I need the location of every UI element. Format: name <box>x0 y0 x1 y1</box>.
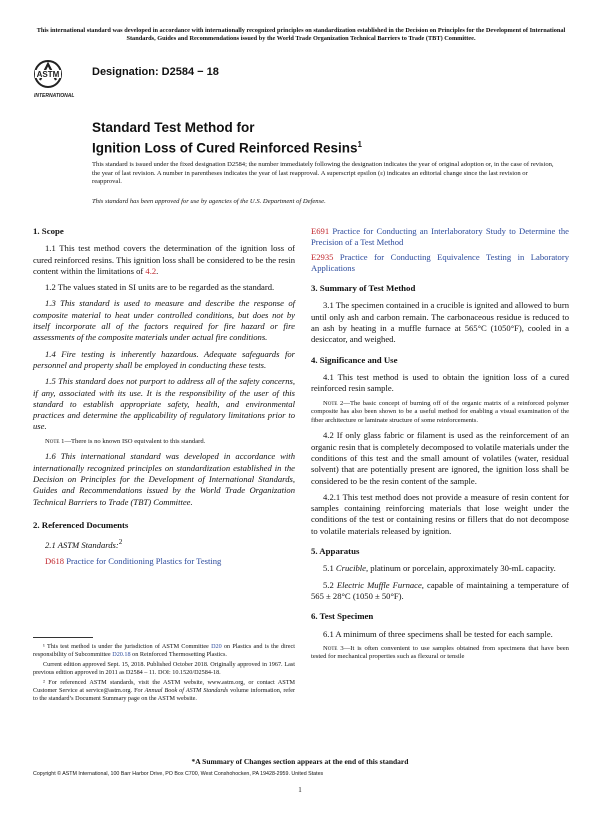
specimen-paragraph-1: 6.1 A minimum of three specimens shall be tested for each sample. <box>323 628 553 639</box>
apparatus-heading: 5. Apparatus <box>311 546 360 557</box>
scope-paragraph-4: 1.4 Fire testing is inherently hazardous. Adequate safeguards for personnel and property shall be employed in conducting these tests. <box>33 348 295 370</box>
svg-text:ASTM: ASTM <box>36 70 60 79</box>
intro-paragraph: This standard is issued under the fixed designation D2584; the number immediately following the designation indicates the year of original adoption or, in the case of revision, the year of last revision. A number in parentheses indicates the year of last reapproval. A superscript epsilon (ε) indicates an editorial change since the last revision or reapproval. <box>92 161 554 186</box>
note-1 <box>33 438 295 447</box>
section-link-4-2[interactable]: 4.2 <box>145 265 157 276</box>
footnote-2 <box>33 679 295 703</box>
footnote-1-end: on Reinforced Thermosetting Plastics. <box>130 651 227 658</box>
summary-heading: 3. Summary of Test Method <box>311 283 416 294</box>
significance-paragraph-2: 4.2 If only glass fabric or filament is used as the reinforcement of an organic resin that is completely decomposed to volatile materials under the conditions of this test and the small amount of volatiles (water, residual solvent) that are potentially present are ignored, the ignition loss shall be considered to be the resin content of the sample. <box>311 430 569 486</box>
left-column <box>33 226 295 571</box>
scope-paragraph-5: 1.5 This standard does not purport to address all of the safety concerns, if any, associated with its use. It is the responsibility of the user of this standard to establish appropriate safety, health, and environmental practices and determine the applicability of regulatory limitations prior to use. <box>33 376 295 432</box>
note-1-label: Note 1 <box>45 437 65 445</box>
astm-standards-footnote-ref: 2 <box>118 538 123 547</box>
logo-text: INTERNATIONAL <box>34 93 75 99</box>
committee-link-d20[interactable]: D20 <box>211 643 222 650</box>
copyright-line: Copyright © ASTM International, 100 Barr Harbor Drive, PO Box C700, West Conshohocken, PA 19428-2959. United States <box>33 771 324 777</box>
title-line-1: Standard Test Method for <box>92 120 255 135</box>
scope-heading: 1. Scope <box>33 226 64 236</box>
scope-paragraph-2: 1.2 The values stated in SI units are to be regarded as the standard. <box>45 282 275 293</box>
scope-paragraph-6: 1.6 This international standard was developed in accordance with internationally recognized principles on standardization established in the Decision on Principles for the Development of International Standards, Guides and Recommendations issued by the World Trade Organization Technical Barriers to Trade (TBT) Committee. <box>33 451 295 507</box>
footnote-1-text: ¹ This test method is under the jurisdiction of ASTM Committee <box>43 643 212 650</box>
footnote-2-end: volume information, refer to the standard’s Document Summary page on the ASTM website. <box>33 687 296 702</box>
reference-item-e2935 <box>311 252 569 275</box>
apparatus-p2-text: capable of maintaining a temperature of 565 ± 28°C (1050 ± 50°F). <box>311 579 569 601</box>
note-1-text: —There is no known ISO equivalent to this standard. <box>64 437 206 445</box>
reference-link-e2935[interactable]: E2935 <box>311 251 334 262</box>
reference-item-e691 <box>311 226 569 249</box>
footnote-2-text: ² For referenced ASTM standards, visit the ASTM website, www.astm.org, or contact ASTM Customer Service at service@astm.org. For <box>33 679 295 694</box>
footnote-edition: Current edition approved Sept. 15, 2018. Published October 2018. Originally approved in 1967. Last previous edition approved in 2011 as D2584 – 11. DOI: 10.1520/D2584-18. <box>33 661 295 676</box>
specimen-heading: 6. Test Specimen <box>311 611 374 622</box>
note-2-text: —The basic concept of burning off of the organic matrix of a reinforced polymer composite has also been shown to be a useful method for enabling a visual examination of the fiber architecture or laminate structure of some reinforcements. <box>311 399 569 424</box>
title-line-2 <box>92 136 362 157</box>
scope-paragraph-1 <box>33 243 295 277</box>
reference-item-d618 <box>33 556 295 567</box>
title-text: Ignition Loss of Cured Reinforced Resins <box>92 140 358 156</box>
apparatus-p2-label: Electric Muffle Furnace, <box>336 579 424 590</box>
designation: Designation: D2584 − 18 <box>92 66 219 78</box>
scope-paragraph-3: 1.3 This standard is used to measure and describe the response of composite material to heat under controlled conditions, but does not by itself incorporate all of the factors required for fire hazard or fire assessments of the composite materials under actual fire conditions. <box>33 298 295 343</box>
scope-p1-end: . <box>156 265 159 276</box>
note-2 <box>311 400 569 426</box>
apparatus-paragraph-2 <box>311 580 569 603</box>
summary-paragraph-1: 3.1 The specimen contained in a crucible is ignited and allowed to burn until only ash and carbon remain. The carbonaceous residue is reduced to an ash by heating in a muffle furnace at 565°C (1050°F), cooled in a desiccator, and weighed. <box>311 300 569 345</box>
note-3-text: —It is often convenient to use samples obtained from specimens that have been tested for mechanical properties such as flexural or tensile <box>311 644 569 661</box>
significance-paragraph-3: 4.2.1 This test method does not provide a measure of resin content for samples containing reinforcing materials that lose weight under the conditions of the test or containing resins or fillers that do not decompose to volatile materials released by ignition. <box>311 491 569 536</box>
reference-title-e2935[interactable]: Practice for Conducting Equivalence Testing in Laboratory Applications <box>311 251 569 273</box>
top-notice: This international standard was developed in accordance with internationally recognized principles on standardization established in the Decision on Principles for the Development of International Standards, Guides and Recommendations issued by the World Trade Organization Technical Barriers to Trade (TBT) Committee. <box>36 27 566 42</box>
note-2-label: Note 2 <box>323 399 344 407</box>
subcommittee-link-d20-18[interactable]: D20.18 <box>112 651 131 658</box>
significance-paragraph-1: 4.1 This test method is used to obtain the ignition loss of a cured reinforced resin sample. <box>311 371 569 394</box>
note-3 <box>311 645 569 662</box>
title-footnote-ref: 1 <box>357 140 362 149</box>
footnotes <box>33 643 295 705</box>
footnote-1-mid: on Plastics and is the direct responsibility of Subcommittee <box>33 643 295 658</box>
astm-standards-subheading <box>33 537 295 551</box>
summary-of-changes-notice: *A Summary of Changes section appears at the end of this standard <box>191 757 409 766</box>
apparatus-paragraph-1 <box>311 563 569 574</box>
page-number: 1 <box>298 786 302 794</box>
astm-logo-icon <box>31 56 85 104</box>
apparatus-p1-text: platinum or porcelain, approximately 30-mL capacity. <box>368 563 556 574</box>
footnote-2-italic: Annual Book of ASTM Standards <box>144 687 229 694</box>
scope-p1-text: 1.1 This test method covers the determination of the ignition loss of cured reinforced resins. This ignition loss shall be considered to be the resin content within the limitations of <box>33 243 295 276</box>
footnote-1 <box>33 643 295 659</box>
referenced-documents-heading: 2. Referenced Documents <box>33 519 129 530</box>
right-column <box>311 226 569 667</box>
document-title <box>92 119 362 157</box>
reference-title-e691[interactable]: Practice for Conducting an Interlaboratory Study to Determine the Precision of a Test Method <box>311 226 569 248</box>
footnote-rule <box>33 637 93 638</box>
significance-heading: 4. Significance and Use <box>311 354 398 365</box>
reference-link-d618[interactable]: D618 <box>45 556 65 567</box>
approval-note: This standard has been approved for use by agencies of the U.S. Department of Defense. <box>92 198 326 205</box>
reference-link-e691[interactable]: E691 <box>311 226 330 236</box>
apparatus-p2-num: 5.2 <box>323 579 337 590</box>
note-3-label: Note 3 <box>323 644 344 652</box>
apparatus-p1-num: 5.1 <box>323 563 336 574</box>
reference-title-d618[interactable]: Practice for Conditioning Plastics for Testing <box>64 556 222 567</box>
apparatus-p1-label: Crucible, <box>335 563 369 574</box>
astm-standards-label: 2.1 ASTM Standards: <box>45 539 119 550</box>
astm-logo <box>31 56 85 104</box>
